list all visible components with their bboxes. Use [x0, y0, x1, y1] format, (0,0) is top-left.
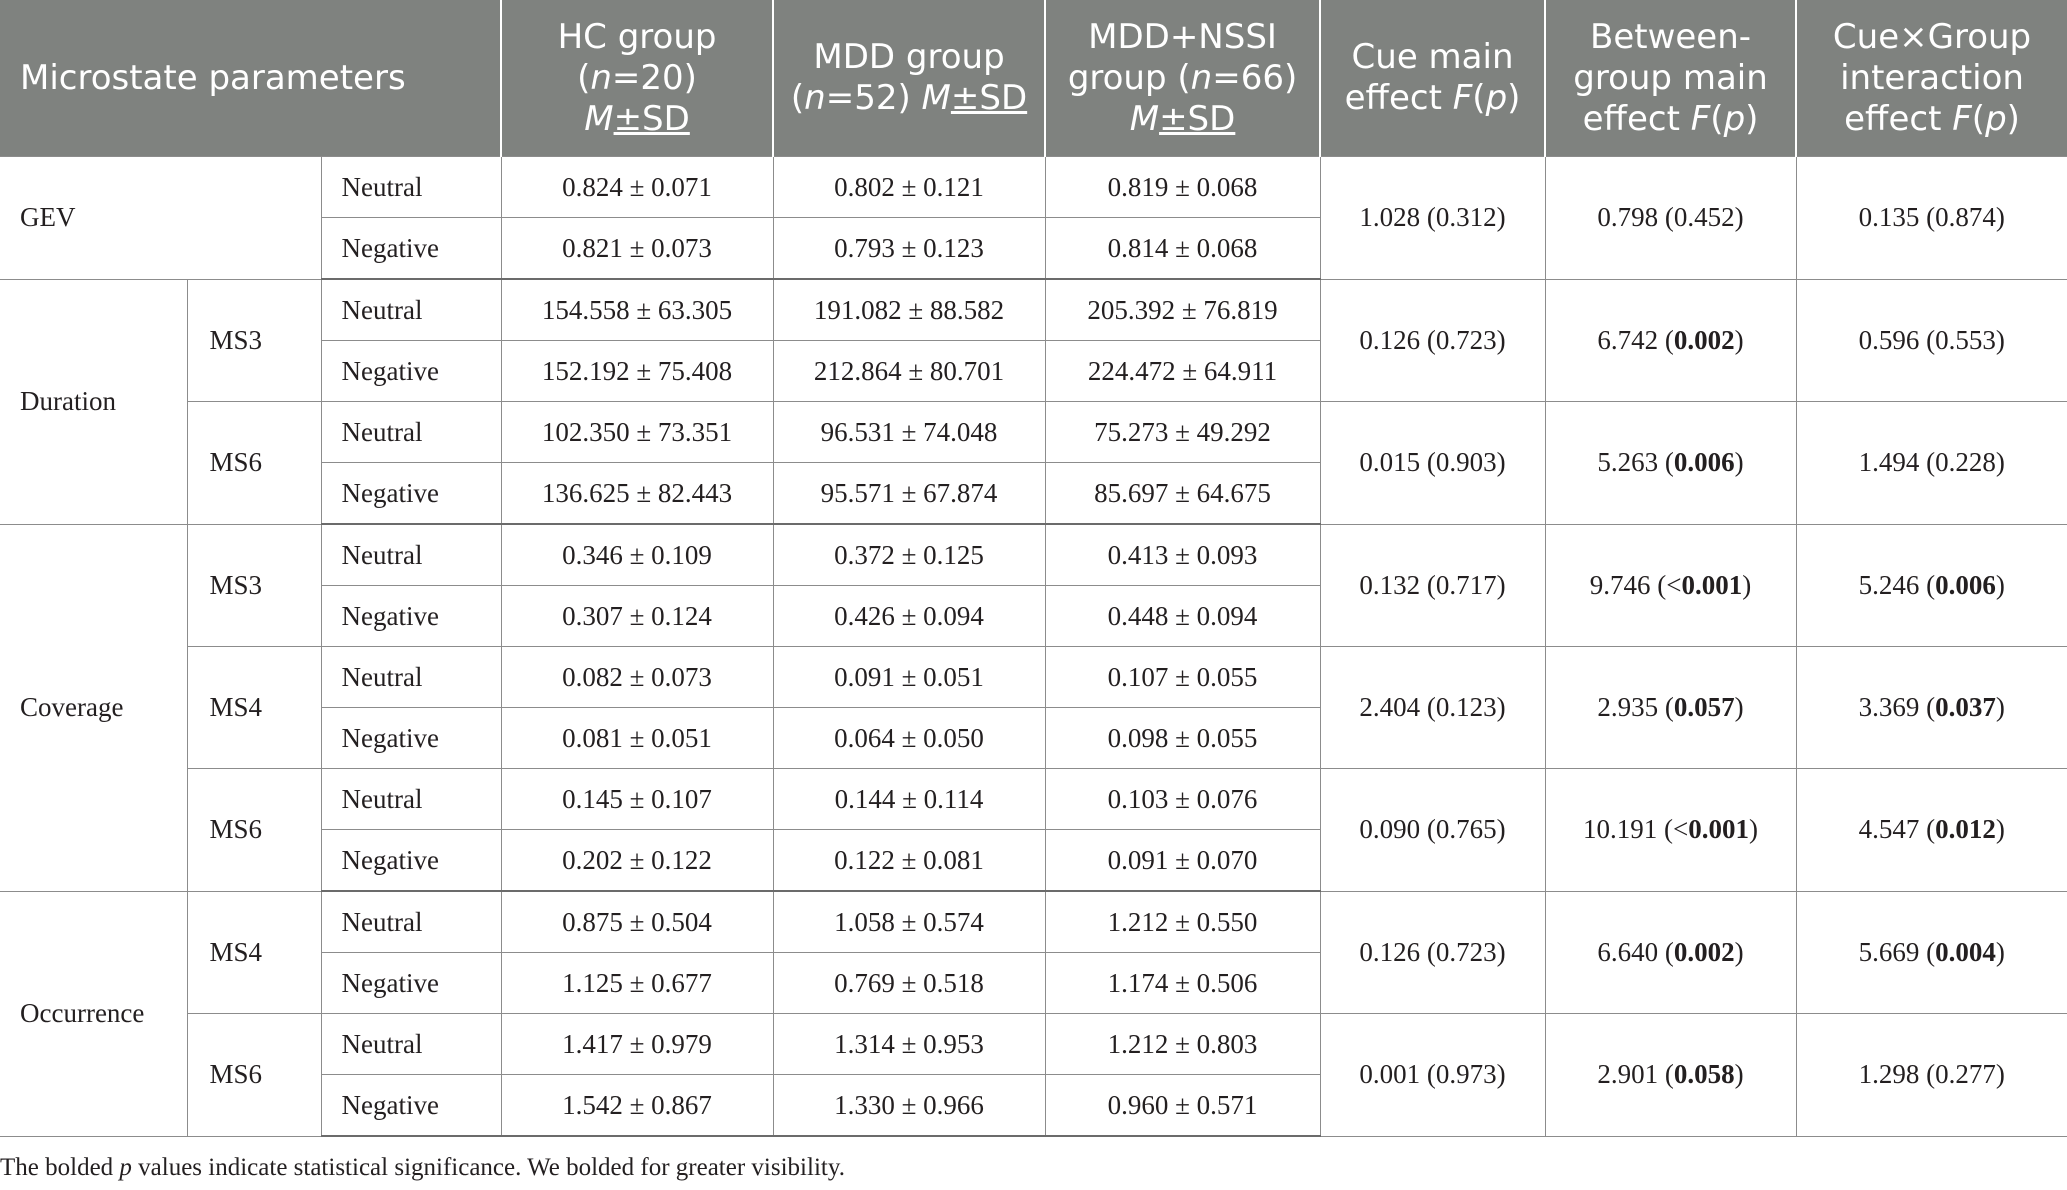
header-interaction-effect: Cue×Group interaction effect F(p) [1796, 0, 2067, 157]
nssi-cell: 1.212 ± 0.550 [1045, 891, 1320, 953]
mdd-cell: 0.769 ± 0.518 [773, 953, 1045, 1014]
between-effect-cell: 5.263 (0.006) [1545, 402, 1796, 525]
cue-cell: Negative [321, 218, 501, 280]
mdd-cell: 0.426 ± 0.094 [773, 586, 1045, 647]
interaction-effect-cell: 5.246 (0.006) [1796, 524, 2067, 647]
hc-cell: 1.417 ± 0.979 [501, 1014, 773, 1075]
cue-cell: Neutral [321, 402, 501, 463]
cue-cell: Negative [321, 953, 501, 1014]
cue-effect-cell: 1.028 (0.312) [1320, 157, 1545, 280]
hc-cell: 0.145 ± 0.107 [501, 769, 773, 830]
param-occurrence: Occurrence [0, 891, 187, 1136]
cue-effect-cell: 0.001 (0.973) [1320, 1014, 1545, 1137]
hc-cell: 0.081 ± 0.051 [501, 708, 773, 769]
between-effect-cell: 6.742 (0.002) [1545, 279, 1796, 402]
nssi-cell: 1.212 ± 0.803 [1045, 1014, 1320, 1075]
header-between-group-effect: Between- group main effect F(p) [1545, 0, 1796, 157]
nssi-cell: 85.697 ± 64.675 [1045, 463, 1320, 525]
interaction-effect-cell: 3.369 (0.037) [1796, 647, 2067, 769]
cue-effect-cell: 0.126 (0.723) [1320, 279, 1545, 402]
between-effect-cell: 10.191 (<0.001) [1545, 769, 1796, 892]
cue-effect-cell: 2.404 (0.123) [1320, 647, 1545, 769]
interaction-effect-cell: 5.669 (0.004) [1796, 891, 2067, 1014]
header-cue-main-effect: Cue main effect F(p) [1320, 0, 1545, 157]
hc-cell: 0.875 ± 0.504 [501, 891, 773, 953]
nssi-cell: 1.174 ± 0.506 [1045, 953, 1320, 1014]
header-hc-group: HC group (n=20) M±SD [501, 0, 773, 157]
hc-cell: 152.192 ± 75.408 [501, 341, 773, 402]
param-coverage: Coverage [0, 524, 187, 891]
hc-cell: 0.307 ± 0.124 [501, 586, 773, 647]
cue-effect-cell: 0.132 (0.717) [1320, 524, 1545, 647]
hc-cell: 0.346 ± 0.109 [501, 524, 773, 586]
cue-cell: Neutral [321, 891, 501, 953]
cue-effect-cell: 0.090 (0.765) [1320, 769, 1545, 892]
mdd-cell: 0.091 ± 0.051 [773, 647, 1045, 708]
microstate-label: MS3 [187, 524, 321, 647]
hc-cell: 1.125 ± 0.677 [501, 953, 773, 1014]
header-mdd-nssi-group: MDD+NSSI group (n=66) M±SD [1045, 0, 1320, 157]
nssi-cell: 0.098 ± 0.055 [1045, 708, 1320, 769]
cue-effect-cell: 0.126 (0.723) [1320, 891, 1545, 1014]
hc-cell: 0.821 ± 0.073 [501, 218, 773, 280]
microstate-label: MS4 [187, 647, 321, 769]
hc-cell: 0.202 ± 0.122 [501, 830, 773, 892]
mdd-cell: 191.082 ± 88.582 [773, 279, 1045, 341]
cue-cell: Neutral [321, 769, 501, 830]
between-effect-cell: 2.935 (0.057) [1545, 647, 1796, 769]
nssi-cell: 0.960 ± 0.571 [1045, 1075, 1320, 1137]
table-row [0, 524, 2067, 586]
table-row [0, 769, 2067, 830]
nssi-cell: 0.103 ± 0.076 [1045, 769, 1320, 830]
cue-cell: Neutral [321, 647, 501, 708]
interaction-effect-cell: 0.596 (0.553) [1796, 279, 2067, 402]
nssi-cell: 0.814 ± 0.068 [1045, 218, 1320, 280]
cue-cell: Neutral [321, 157, 501, 218]
interaction-effect-cell: 0.135 (0.874) [1796, 157, 2067, 280]
nssi-cell: 0.107 ± 0.055 [1045, 647, 1320, 708]
mdd-cell: 0.793 ± 0.123 [773, 218, 1045, 280]
cue-cell: Negative [321, 1075, 501, 1137]
nssi-cell: 205.392 ± 76.819 [1045, 279, 1320, 341]
hc-cell: 1.542 ± 0.867 [501, 1075, 773, 1137]
table-row [0, 891, 2067, 953]
table-row [0, 402, 2067, 463]
microstate-label: MS6 [187, 402, 321, 525]
table-row [0, 279, 2067, 341]
between-effect-cell: 2.901 (0.058) [1545, 1014, 1796, 1137]
hc-cell: 102.350 ± 73.351 [501, 402, 773, 463]
param-duration: Duration [0, 279, 187, 524]
between-effect-cell: 0.798 (0.452) [1545, 157, 1796, 280]
cue-effect-cell: 0.015 (0.903) [1320, 402, 1545, 525]
nssi-cell: 0.819 ± 0.068 [1045, 157, 1320, 218]
table-row [0, 647, 2067, 708]
between-effect-cell: 9.746 (<0.001) [1545, 524, 1796, 647]
microstate-label: MS4 [187, 891, 321, 1014]
nssi-cell: 0.091 ± 0.070 [1045, 830, 1320, 892]
param-gev: GEV [0, 157, 321, 280]
cue-cell: Negative [321, 586, 501, 647]
hc-cell: 0.824 ± 0.071 [501, 157, 773, 218]
table-row [0, 157, 2067, 218]
nssi-cell: 0.413 ± 0.093 [1045, 524, 1320, 586]
microstate-label: MS6 [187, 769, 321, 892]
mdd-cell: 95.571 ± 67.874 [773, 463, 1045, 525]
hc-cell: 136.625 ± 82.443 [501, 463, 773, 525]
interaction-effect-cell: 1.494 (0.228) [1796, 402, 2067, 525]
header-microstate-parameters: Microstate parameters [0, 0, 501, 157]
mdd-cell: 0.122 ± 0.081 [773, 830, 1045, 892]
table-row [0, 1014, 2067, 1075]
header-row [0, 0, 2067, 157]
interaction-effect-cell: 4.547 (0.012) [1796, 769, 2067, 892]
mdd-cell: 0.372 ± 0.125 [773, 524, 1045, 586]
microstate-label: MS3 [187, 279, 321, 402]
mdd-cell: 0.802 ± 0.121 [773, 157, 1045, 218]
nssi-cell: 0.448 ± 0.094 [1045, 586, 1320, 647]
nssi-cell: 224.472 ± 64.911 [1045, 341, 1320, 402]
interaction-effect-cell: 1.298 (0.277) [1796, 1014, 2067, 1137]
mdd-cell: 0.144 ± 0.114 [773, 769, 1045, 830]
nssi-cell: 75.273 ± 49.292 [1045, 402, 1320, 463]
mdd-cell: 212.864 ± 80.701 [773, 341, 1045, 402]
cue-cell: Neutral [321, 524, 501, 586]
cue-cell: Negative [321, 708, 501, 769]
mdd-cell: 0.064 ± 0.050 [773, 708, 1045, 769]
mdd-cell: 1.314 ± 0.953 [773, 1014, 1045, 1075]
mdd-cell: 1.058 ± 0.574 [773, 891, 1045, 953]
header-mdd-group: MDD group (n=52) M±SD [773, 0, 1045, 157]
table-footnote: The bolded p values indicate statistical significance. We bolded for greater visibility. [0, 1154, 845, 1181]
cue-cell: Negative [321, 341, 501, 402]
between-effect-cell: 6.640 (0.002) [1545, 891, 1796, 1014]
cue-cell: Negative [321, 463, 501, 525]
cue-cell: Neutral [321, 279, 501, 341]
mdd-cell: 1.330 ± 0.966 [773, 1075, 1045, 1137]
cue-cell: Negative [321, 830, 501, 892]
cue-cell: Neutral [321, 1014, 501, 1075]
hc-cell: 154.558 ± 63.305 [501, 279, 773, 341]
mdd-cell: 96.531 ± 74.048 [773, 402, 1045, 463]
hc-cell: 0.082 ± 0.073 [501, 647, 773, 708]
microstate-label: MS6 [187, 1014, 321, 1137]
